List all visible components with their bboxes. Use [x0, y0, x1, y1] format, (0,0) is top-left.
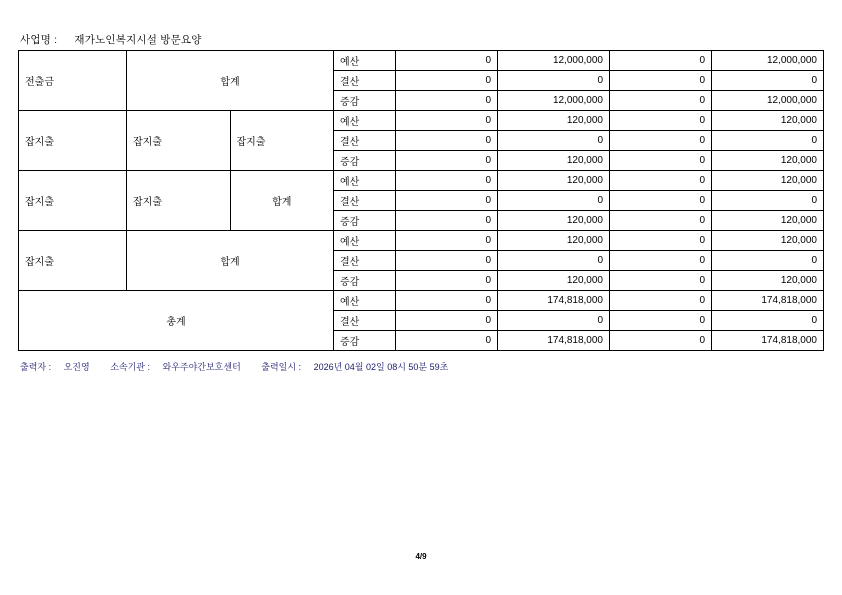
value-cell: 0	[610, 71, 712, 91]
kind-cell: 예산	[334, 171, 396, 191]
value-cell: 0	[396, 291, 498, 311]
value-cell: 0	[610, 271, 712, 291]
value-cell: 0	[396, 51, 498, 71]
group-span-label-cell: 합계	[127, 51, 334, 111]
value-cell: 0	[498, 311, 610, 331]
kind-cell: 증감	[334, 211, 396, 231]
value-cell: 0	[610, 151, 712, 171]
value-cell: 0	[610, 211, 712, 231]
value-cell: 0	[712, 191, 824, 211]
business-name-value: 재가노인복지시설 방문요양	[74, 34, 202, 46]
value-cell: 120,000	[498, 171, 610, 191]
value-cell: 120,000	[498, 111, 610, 131]
value-cell: 120,000	[712, 111, 824, 131]
kind-cell: 증감	[334, 91, 396, 111]
kind-cell: 결산	[334, 131, 396, 151]
value-cell: 0	[610, 331, 712, 351]
table-row	[19, 231, 824, 251]
group-sub2-cell: 합계	[230, 171, 334, 231]
value-cell: 0	[712, 311, 824, 331]
group-sub1-cell: 잡지출	[127, 171, 231, 231]
value-cell: 0	[498, 71, 610, 91]
group-sub1-cell: 잡지출	[127, 111, 231, 171]
printer-value: 오진영	[63, 362, 90, 372]
value-cell: 0	[712, 71, 824, 91]
value-cell: 0	[498, 191, 610, 211]
value-cell: 174,818,000	[712, 331, 824, 351]
value-cell: 0	[610, 231, 712, 251]
kind-cell: 예산	[334, 231, 396, 251]
table-row	[19, 111, 824, 131]
value-cell: 0	[396, 171, 498, 191]
value-cell: 12,000,000	[498, 91, 610, 111]
table-row	[19, 51, 824, 71]
value-cell: 120,000	[712, 211, 824, 231]
kind-cell: 예산	[334, 111, 396, 131]
value-cell: 0	[396, 331, 498, 351]
print-info-line	[20, 360, 466, 373]
kind-cell: 결산	[334, 251, 396, 271]
value-cell: 120,000	[498, 231, 610, 251]
kind-cell: 증감	[334, 331, 396, 351]
value-cell: 0	[396, 311, 498, 331]
value-cell: 120,000	[498, 271, 610, 291]
value-cell: 120,000	[712, 271, 824, 291]
group-name-cell: 잡지출	[19, 171, 127, 231]
kind-cell: 결산	[334, 71, 396, 91]
value-cell: 0	[610, 171, 712, 191]
value-cell: 120,000	[712, 171, 824, 191]
value-cell: 174,818,000	[498, 331, 610, 351]
kind-cell: 결산	[334, 311, 396, 331]
group-sub2-cell: 잡지출	[230, 111, 334, 171]
value-cell: 12,000,000	[712, 91, 824, 111]
grand-total-label-cell: 총계	[19, 291, 334, 351]
value-cell: 120,000	[498, 211, 610, 231]
value-cell: 120,000	[712, 231, 824, 251]
value-cell: 0	[396, 191, 498, 211]
kind-cell: 예산	[334, 51, 396, 71]
value-cell: 0	[610, 131, 712, 151]
value-cell: 0	[610, 51, 712, 71]
value-cell: 0	[712, 131, 824, 151]
value-cell: 0	[396, 251, 498, 271]
group-span-label-cell: 합계	[127, 231, 334, 291]
table-row	[19, 171, 824, 191]
value-cell: 0	[712, 251, 824, 271]
organization-label: 소속기관 :	[110, 362, 150, 372]
table-row	[19, 291, 824, 311]
value-cell: 0	[610, 191, 712, 211]
page-number: 4/9	[415, 552, 427, 561]
organization-value: 와우주야간보호센터	[162, 362, 241, 372]
group-name-cell: 전출금	[19, 51, 127, 111]
kind-cell: 증감	[334, 151, 396, 171]
budget-settlement-table	[18, 50, 824, 351]
value-cell: 12,000,000	[498, 51, 610, 71]
print-datetime-label: 출력일시 :	[261, 362, 302, 372]
value-cell: 0	[610, 291, 712, 311]
group-name-cell: 잡지출	[19, 231, 127, 291]
business-name-line	[20, 32, 202, 47]
value-cell: 0	[610, 251, 712, 271]
kind-cell: 예산	[334, 291, 396, 311]
business-name-label: 사업명 :	[20, 34, 58, 46]
value-cell: 0	[396, 151, 498, 171]
printer-label: 출력자 :	[20, 362, 52, 372]
value-cell: 12,000,000	[712, 51, 824, 71]
value-cell: 0	[610, 111, 712, 131]
table-body	[19, 51, 824, 351]
value-cell: 120,000	[498, 151, 610, 171]
value-cell: 174,818,000	[498, 291, 610, 311]
value-cell: 0	[396, 71, 498, 91]
print-datetime-value: 2026년 04월 02일 08시 50분 59초	[313, 362, 449, 372]
value-cell: 0	[498, 251, 610, 271]
value-cell: 0	[396, 211, 498, 231]
value-cell: 0	[396, 111, 498, 131]
group-name-cell: 잡지출	[19, 111, 127, 171]
value-cell: 0	[396, 131, 498, 151]
kind-cell: 결산	[334, 191, 396, 211]
value-cell: 120,000	[712, 151, 824, 171]
value-cell: 0	[610, 311, 712, 331]
value-cell: 174,818,000	[712, 291, 824, 311]
value-cell: 0	[396, 271, 498, 291]
value-cell: 0	[396, 91, 498, 111]
value-cell: 0	[498, 131, 610, 151]
value-cell: 0	[610, 91, 712, 111]
value-cell: 0	[396, 231, 498, 251]
kind-cell: 증감	[334, 271, 396, 291]
